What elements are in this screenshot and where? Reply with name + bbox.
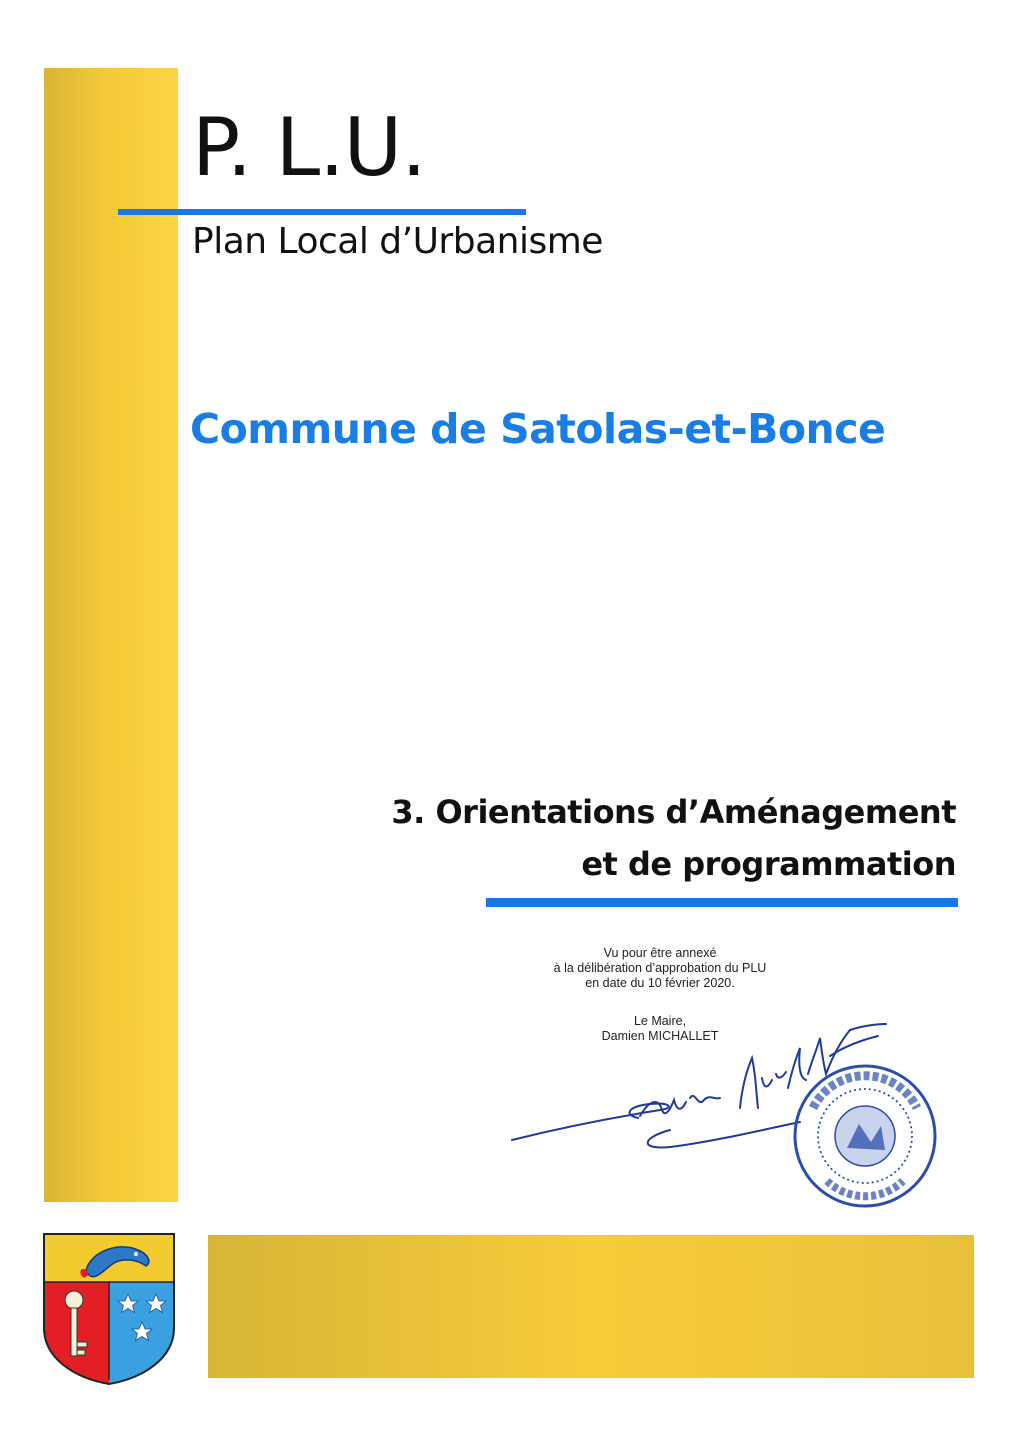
mayor-title: Le Maire, xyxy=(633,1014,687,1028)
section-title-line1: 3. Orientations d’Aménagement xyxy=(391,793,956,831)
section-title xyxy=(391,786,956,890)
bottom-decorative-band xyxy=(208,1235,974,1378)
document-title: P. L.U. xyxy=(192,101,426,194)
signature-and-stamp xyxy=(500,1018,940,1208)
section-title-line2: et de programmation xyxy=(581,845,956,883)
commune-name: Commune de Satolas-et-Bonce xyxy=(190,405,886,453)
document-subtitle: Plan Local d’Urbanisme xyxy=(192,221,603,262)
annex-line3: en date du 10 février 2020. xyxy=(585,976,735,990)
official-stamp-icon xyxy=(795,1066,935,1206)
annex-notice xyxy=(480,946,840,991)
coat-of-arms-icon xyxy=(40,1230,178,1386)
side-decorative-band xyxy=(44,68,178,1202)
title-underline xyxy=(118,209,526,215)
annex-line1: Vu pour être annexé xyxy=(603,946,717,960)
mayor-name: Damien MICHALLET xyxy=(601,1029,719,1043)
section-underline xyxy=(486,898,958,907)
annex-line2: à la délibération d’approbation du PLU xyxy=(553,961,767,975)
